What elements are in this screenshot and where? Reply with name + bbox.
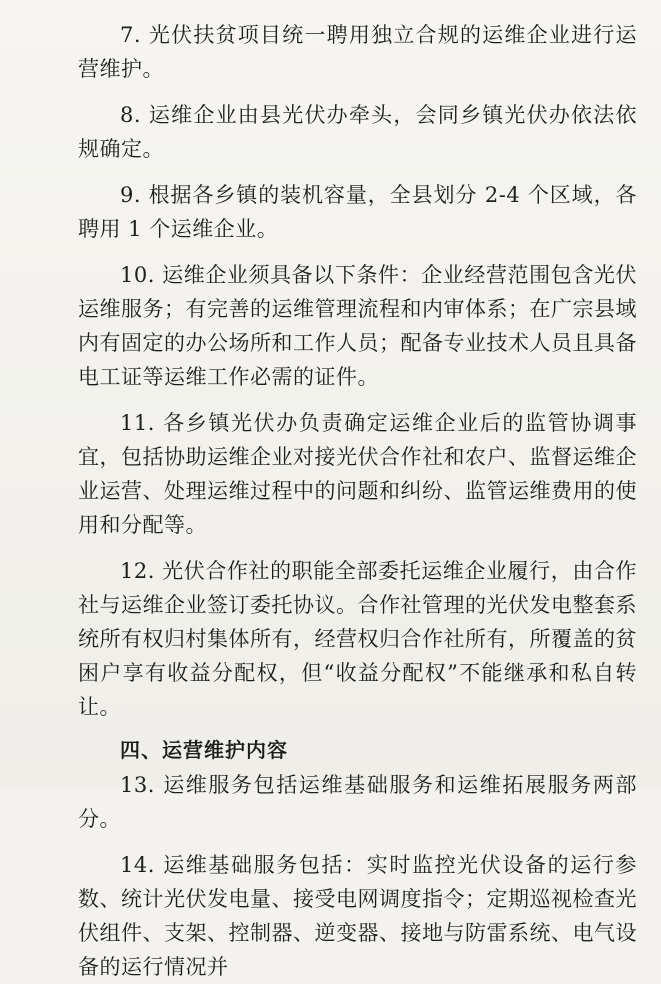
paragraph-7: 7. 光伏扶贫项目统一聘用独立合规的运维企业进行运营维护。 bbox=[78, 23, 637, 81]
paragraph-9: 9. 根据各乡镇的装机容量，全县划分 2-4 个区域，各聘用 1 个运维企业。 bbox=[78, 183, 637, 241]
paragraph-12: 12. 光伏合作社的职能全部委托运维企业履行，由合作社与运维企业签订委托协议。合作社管理的光伏发电整套系统所有权归村集体所有，经营权归合作社所有，所覆盖的贫困户享有收益分配权，但“收益分配权”不能继承和私自转让。 bbox=[78, 559, 637, 719]
paragraph-11: 11. 各乡镇光伏办负责确定运维企业后的监管协调事宜，包括协助运维企业对接光伏合作社和农户、监督运维企业运营、处理运维过程中的问题和纠纷、监管运维费用的使用和分配等。 bbox=[78, 411, 637, 537]
section-heading-operations-content: 四、运营维护内容 bbox=[120, 738, 288, 762]
paragraph-14: 14. 运维基础服务包括：实时监控光伏设备的运行参数、统计光伏发电量、接受电网调度指令；定期巡视检查光伏组件、支架、控制器、逆变器、接地与防雷系统、电气设备的运行情况并 bbox=[78, 853, 637, 979]
paragraph-13: 13. 运维服务包括运维基础服务和运维拓展服务两部分。 bbox=[78, 773, 637, 831]
paragraph-10: 10. 运维企业须具备以下条件：企业经营范围包含光伏运维服务；有完善的运维管理流程和内审体系；在广宗县域内有固定的办公场所和工作人员；配备专业技术人员且具备电工证等运维工作必需的证件。 bbox=[78, 263, 637, 389]
paragraph-8: 8. 运维企业由县光伏办牵头，会同乡镇光伏办依法依规确定。 bbox=[78, 103, 637, 161]
